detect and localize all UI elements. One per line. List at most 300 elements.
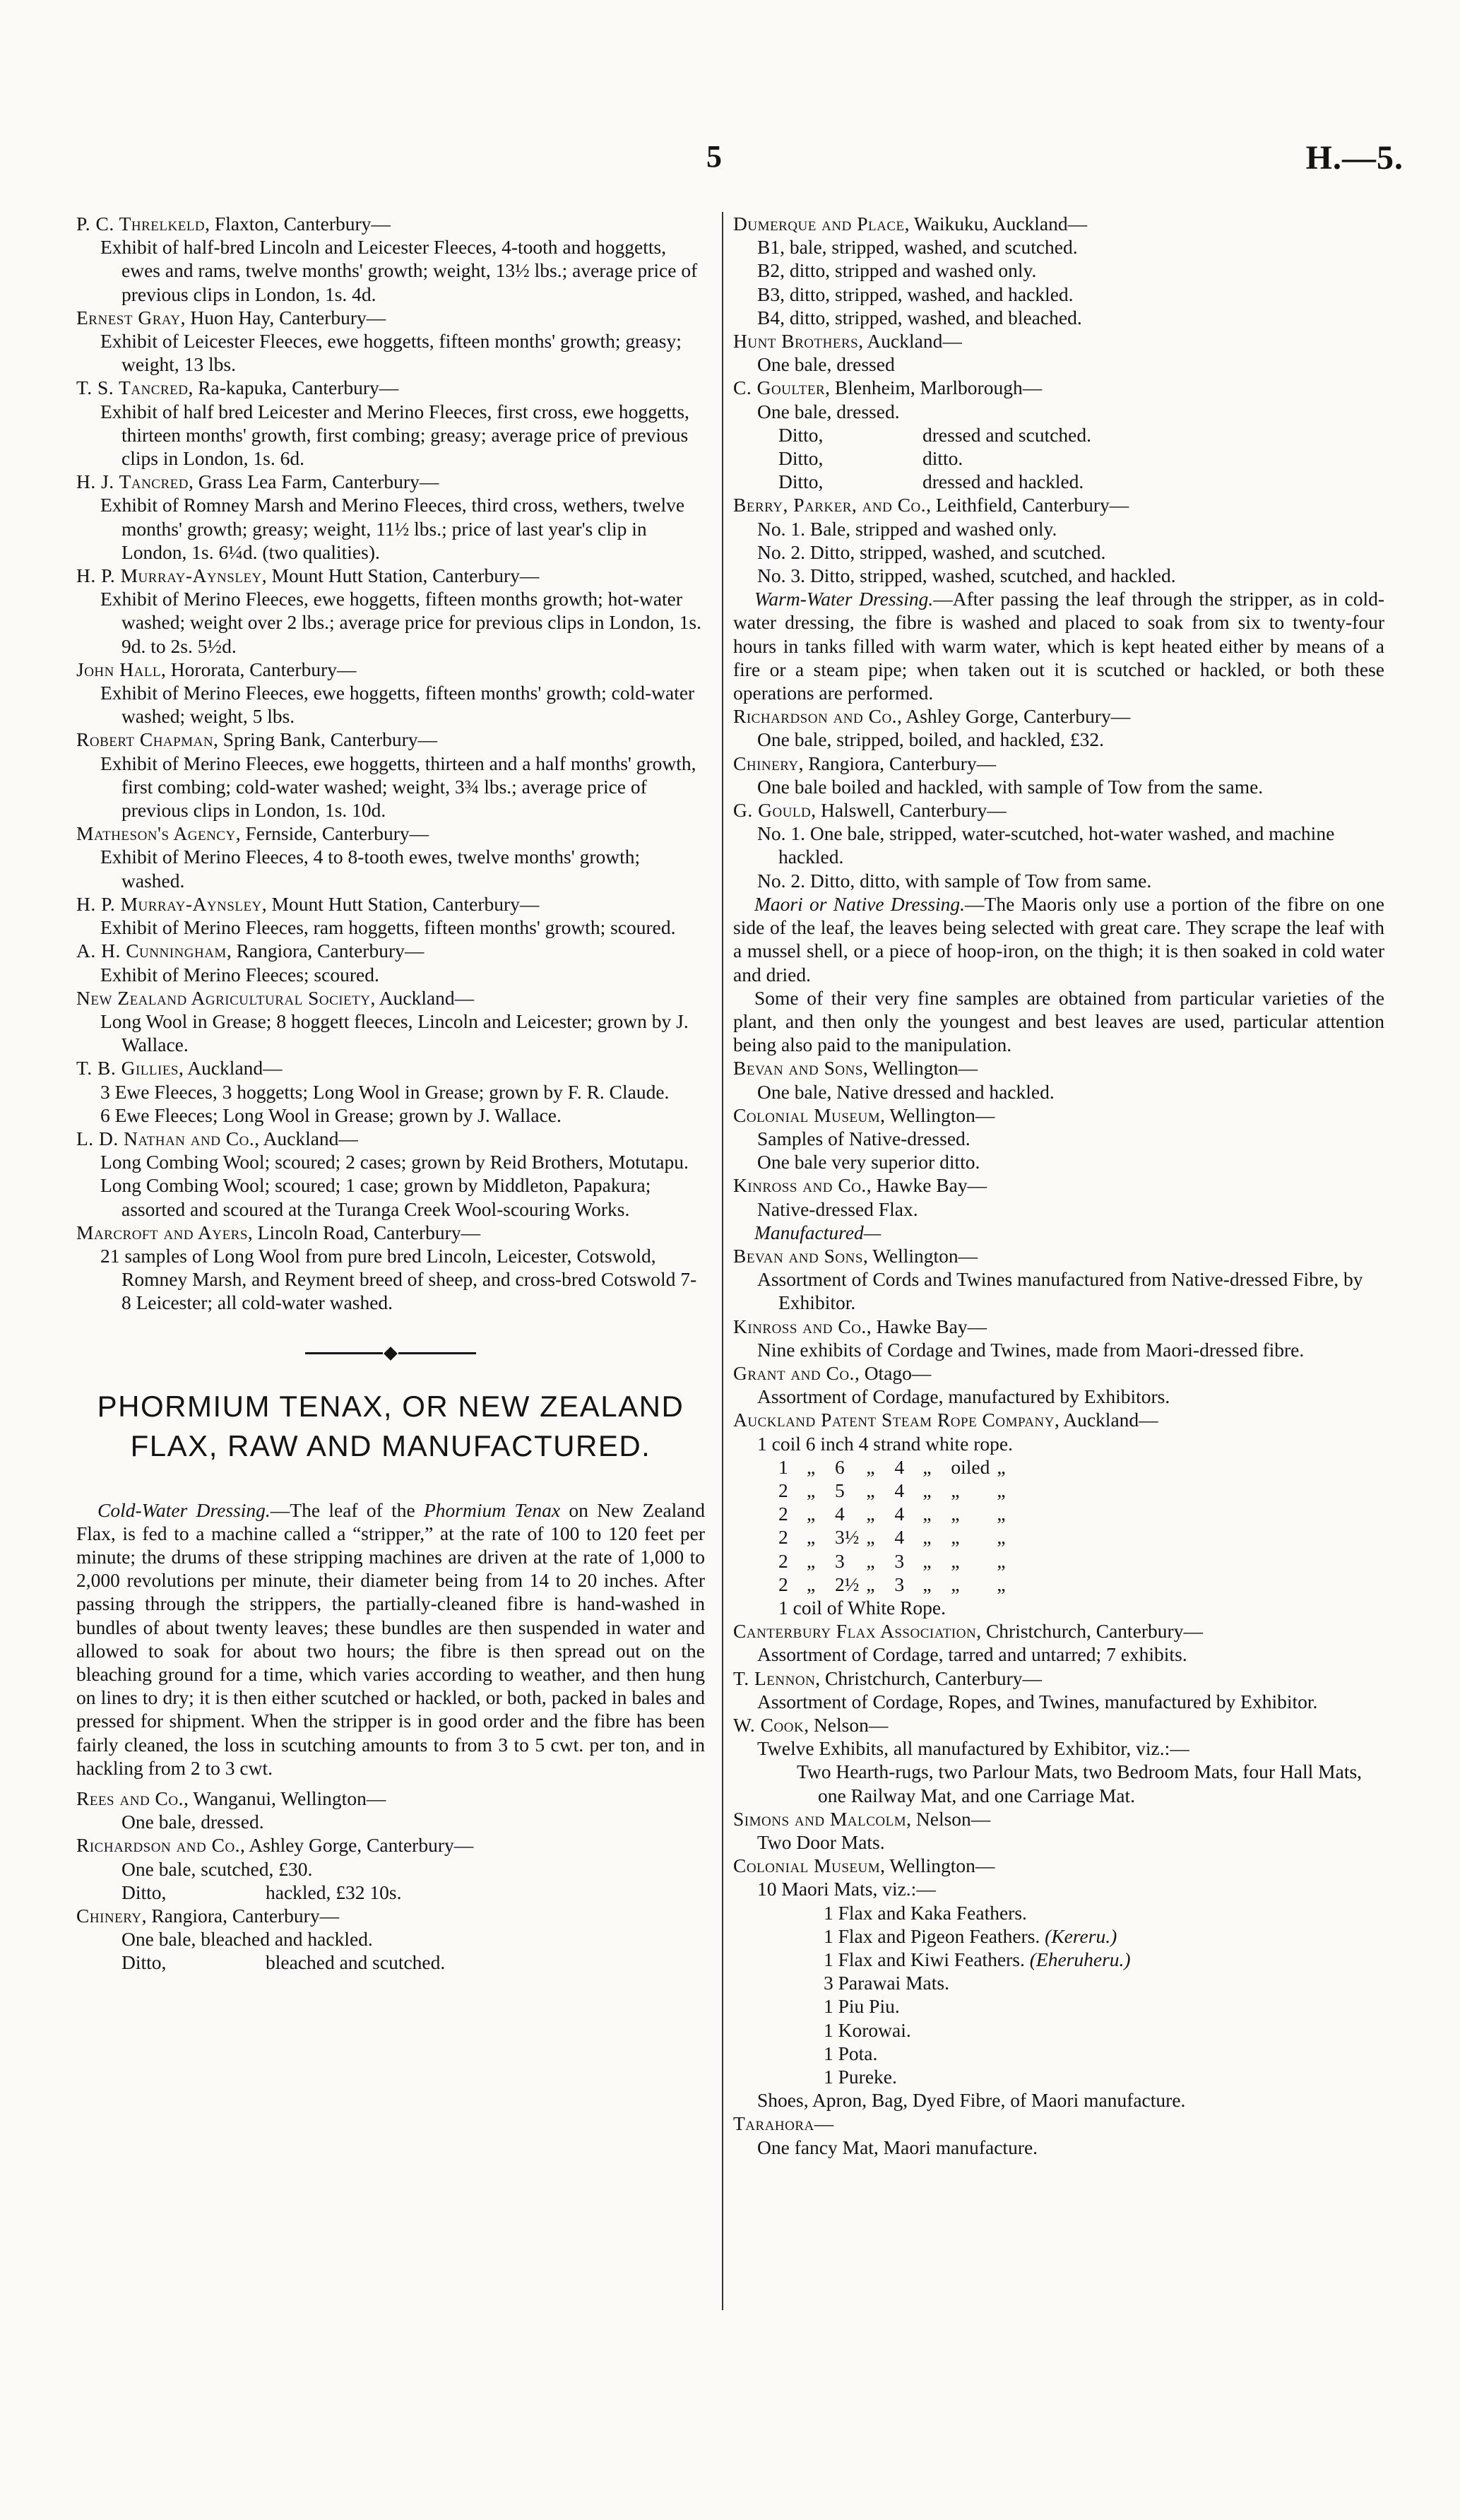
exhibit-entry <box>733 752 1384 798</box>
ornament-rule-right <box>398 1352 476 1354</box>
entry-heading <box>76 1904 705 1927</box>
exhibitor-location: , Wanganui, Wellington— <box>183 1787 386 1809</box>
ditto-row <box>121 1810 274 1833</box>
entry-line: Exhibit of half-bred Lincoln and Leicester Fleeces, 4-tooth and hoggetts, ewes and rams, twelve months' growth; weight, 13½ lbs.; average price of previous clips in London, 1s. 4d. <box>100 236 698 305</box>
entry-line: 10 Maori Mats, viz.:— <box>757 1878 936 1900</box>
entry-line: One bale very superior ditto. <box>757 1151 980 1173</box>
exhibitor-name: H. P. Murray-Aynsley <box>76 564 262 587</box>
ditto-table <box>121 1857 411 1904</box>
exhibitor-location: , Mount Hutt Station, Canterbury— <box>261 564 540 587</box>
mat-text: 1 Korowai. <box>824 2018 911 2041</box>
mat-maori-name: (Kereru.) <box>1045 1924 1117 1947</box>
entry-line: Two Hearth-rugs, two Parlour Mats, two Bedroom Mats, four Hall Mats, one Railway Mat, and one Carriage Mat. <box>797 1761 1363 1806</box>
section-title-line-2: FLAX, RAW AND MANUFACTURED. <box>130 1428 651 1462</box>
entry-heading <box>76 376 705 399</box>
rope-cell: „ <box>866 1455 875 1478</box>
maori-dressing-paragraph <box>733 892 1384 986</box>
entry-line: Exhibit of half bred Leicester and Merino Fleeces, first cross, ewe hoggetts, thirteen months' growth, first combing; greasy; average price of previous clips in London, 1s. 6d. <box>100 400 689 470</box>
ditto-cell: Ditto, <box>121 1951 167 1974</box>
exhibitor-name: H. P. Murray-Aynsley <box>76 892 262 915</box>
entry-hunt <box>733 329 1384 376</box>
exhibit-entry <box>733 1619 1384 1666</box>
exhibitor-name: Richardson and Co. <box>733 705 898 728</box>
rope-row <box>778 1502 1025 1525</box>
warm-water-text: —After passing the leaf through the stripper, as in cold-water dressing, the fibre is washed and placed to soak from six to twenty-four hours in tanks filled with warm water, which is kept heated either by means of a fire or a steam pipe; when taken out it is scutched or hackled, or both these operations are performed. <box>733 588 1384 704</box>
wool-exhibit <box>76 1056 705 1127</box>
rope-cell: „ <box>866 1503 875 1525</box>
entry-line: Exhibit of Merino Fleeces, ewe hoggetts, thirteen and a half months' growth, first combing; cold-water washed; weight, 3¾ lbs.; average price of previous clips in London, 1s. 10d. <box>100 752 696 822</box>
rope-cell: „ <box>997 1479 1006 1501</box>
mat-maori-name: (Eheruheru.) <box>1029 1948 1131 1971</box>
ditto-cell: Ditto, <box>778 471 824 493</box>
rope-cell: „ <box>807 1526 816 1549</box>
exhibitor-location: , Ashley Gorge, Canterbury— <box>240 1834 474 1857</box>
entry-heading <box>76 564 705 587</box>
wool-exhibit <box>76 1127 705 1221</box>
exhibitor-name: Simons and Malcolm <box>733 1807 907 1830</box>
mat-item <box>824 2042 1384 2065</box>
exhibitor-name: Bevan and Sons <box>733 1244 863 1267</box>
rope-cell: „ <box>807 1503 816 1525</box>
rope-cell: „ <box>951 1479 960 1501</box>
entry-heading <box>733 752 1384 775</box>
rope-row <box>778 1549 1025 1573</box>
exhibitor-location: , Lincoln Road, Canterbury— <box>247 1221 481 1243</box>
ditto-cell: Ditto, <box>778 423 824 446</box>
entry-line: B1, bale, stripped, washed, and scutched. <box>757 236 1078 259</box>
entry-line: Native-dressed Flax. <box>757 1197 918 1220</box>
rope-cell: „ <box>997 1455 1006 1478</box>
entry-heading <box>733 1713 1384 1737</box>
ditto-cell: bleached and scutched. <box>266 1951 446 1974</box>
exhibitor-location: , Rangiora, Canterbury— <box>798 752 997 774</box>
wool-exhibit <box>76 376 705 470</box>
exhibitor-name: New Zealand Agricultural Society <box>76 986 371 1009</box>
rope-row <box>778 1525 1025 1549</box>
entry-line: Exhibit of Merino Fleeces, ram hoggetts, fifteen months' growth; scoured. <box>100 916 676 939</box>
wool-exhibit <box>76 470 705 564</box>
cold-water-paragraph <box>76 1498 705 1780</box>
entry-heading <box>76 1127 705 1150</box>
mat-item <box>824 1901 1384 1924</box>
rope-row <box>778 1479 1025 1502</box>
exhibitor-location: , Ra-kapuka, Canterbury— <box>188 377 399 399</box>
entry-heading <box>733 1173 1384 1197</box>
warm-water-exhibits <box>733 704 1384 892</box>
entry-heading <box>733 1244 1384 1267</box>
mat-text: 1 Pureke. <box>824 2066 897 2088</box>
exhibitor-location: , Auckland— <box>858 330 962 353</box>
exhibitor-location: , Auckland— <box>179 1057 283 1079</box>
exhibitor-location: , Christchurch, Canterbury— <box>815 1667 1043 1689</box>
warm-water-paragraph <box>733 587 1384 704</box>
entry-line: 1 coil of White Rope. <box>778 1596 946 1619</box>
ditto-cell: One bale, bleached and hackled. <box>121 1928 373 1951</box>
warm-water-heading: Warm-Water Dressing. <box>754 588 934 610</box>
document-reference: H.—5. <box>1305 139 1403 177</box>
cold-water-text-b: on New Zealand Flax, is fed to a machine called a “stripper,” at the rate of 100 to 120 feet per minute; the drums of these stripping machines are driven at the rate of 1,000 to 2,000 revolutions per minute, their diameter being from 14 to 20 inches. After passing through the strippers, the partially-cleaned fibre is hand-washed in bundles of about twenty leaves; these bundles are then suspended in water and allowed to soak for about two hours; the fibre is then spread out on the bleaching ground for a time, which varies according to weather, and then hung on lines to dry; it is then either scutched or hackled, or both, packed in bales and pressed for shipment. When the stripper is in good order and the fibre has been fairly cleaned, the loss in scutching amounts to from 3 to 5 cwt. per ton, and in hackling from 2 to 3 cwt. <box>76 1498 706 1779</box>
entry-colonial-museum-mats <box>733 1854 1384 2112</box>
rope-cell: „ <box>922 1503 932 1525</box>
section-title <box>76 1387 705 1466</box>
entry-heading <box>76 892 705 916</box>
rope-row <box>778 1573 1025 1596</box>
rope-cell: „ <box>997 1526 1006 1549</box>
rope-cell: „ <box>951 1549 960 1572</box>
rope-cell: „ <box>807 1479 816 1501</box>
mat-text: 3 Parawai Mats. <box>824 1972 949 1994</box>
entry-heading <box>76 1787 705 1810</box>
exhibitor-name: Dumerque and Place <box>733 213 905 235</box>
ornament-diamond <box>384 1347 398 1361</box>
mat-text: 1 Flax and Kiwi Feathers. <box>824 1948 1025 1971</box>
wool-exhibit <box>76 986 705 1057</box>
entry-heading <box>733 1807 1384 1830</box>
entry-line: 1 coil 6 inch 4 strand white rope. <box>757 1432 1013 1455</box>
mat-item <box>824 1994 1384 2018</box>
rope-cell: 6 <box>835 1455 845 1478</box>
manufactured-heading: Manufactured— <box>754 1221 882 1243</box>
entry-heading <box>733 1315 1384 1338</box>
wool-exhibit <box>76 658 705 728</box>
entry-line: One bale, stripped, boiled, and hackled, £32. <box>757 728 1105 751</box>
exhibit-entry <box>733 1104 1384 1174</box>
exhibitor-location: , Nelson— <box>804 1714 889 1736</box>
right-column <box>733 212 1384 2159</box>
exhibit-entry <box>733 1361 1384 1408</box>
entry-heading <box>733 1056 1384 1079</box>
entry-line: Nine exhibits of Cordage and Twines, made from Maori-dressed fibre. <box>757 1338 1305 1361</box>
entry-line: One fancy Mat, Maori manufacture. <box>757 2136 1038 2158</box>
wool-exhibit <box>76 822 705 892</box>
ditto-row <box>121 1857 411 1881</box>
section-title-line-1: PHORMIUM TENAX, OR NEW ZEALAND <box>97 1389 684 1423</box>
rope-cell: 4 <box>894 1479 905 1501</box>
ditto-row <box>121 1881 411 1904</box>
rope-cell: „ <box>866 1526 875 1549</box>
entry-heading <box>733 1619 1384 1643</box>
rope-cell: „ <box>951 1526 960 1549</box>
phormium-species-name: Phormium Tenax <box>424 1498 561 1521</box>
rope-cell: „ <box>922 1573 932 1595</box>
rope-row <box>778 1455 1025 1479</box>
rope-coil-table <box>778 1455 1025 1596</box>
exhibitor-location: , Auckland— <box>1055 1409 1158 1431</box>
entry-heading <box>76 306 705 329</box>
ditto-cell: Ditto, <box>121 1881 167 1903</box>
exhibitor-location: , Ashley Gorge, Canterbury— <box>897 705 1131 728</box>
entry-line: Long Combing Wool; scoured; 1 case; grown by Middleton, Papakura; assorted and scoured at the Turanga Creek Wool-scouring Works. <box>100 1174 651 1220</box>
exhibitor-name: Canterbury Flax Association <box>733 1620 977 1643</box>
exhibit-entry <box>733 1667 1384 1713</box>
rope-cell: „ <box>922 1549 932 1572</box>
entry-auckland-rope <box>733 1408 1384 1619</box>
mat-text: 1 Flax and Pigeon Feathers. <box>824 1924 1040 1947</box>
exhibitor-name: Colonial Museum <box>733 1854 881 1877</box>
exhibitor-name: Bevan and Sons <box>733 1057 863 1079</box>
exhibitor-name: Matheson's Agency <box>76 822 236 845</box>
exhibit-entry <box>733 1056 1384 1103</box>
exhibitor-location: , Hororata, Canterbury— <box>161 658 357 680</box>
rope-cell: „ <box>922 1479 932 1501</box>
entry-line: Samples of Native-dressed. <box>757 1127 971 1149</box>
entry-simons-malcolm <box>733 1807 1384 1854</box>
rope-cell: 2 <box>778 1479 788 1501</box>
entry-heading <box>733 1667 1384 1690</box>
exhibit-entry <box>733 212 1384 329</box>
rope-cell: 3 <box>835 1549 845 1572</box>
entry-line: No. 1. Bale, stripped and washed only. <box>757 517 1057 540</box>
entry-line: One bale, Native dressed and hackled. <box>757 1080 1055 1103</box>
rope-cell: 3 <box>894 1549 905 1572</box>
rope-cell: „ <box>951 1503 960 1525</box>
exhibitor-name: Robert Chapman <box>76 728 214 751</box>
native-dressed-exhibits <box>733 1056 1384 1220</box>
entry-line: Exhibit of Merino Fleeces, ewe hoggetts, fifteen months growth; hot-water washed; weight over 2 lbs.; average price for previous clips in London, 1s. 9d. to 2s. 5½d. <box>100 588 701 657</box>
ditto-cell: dressed and hackled. <box>922 471 1084 493</box>
rope-cell: 4 <box>835 1503 845 1525</box>
entry-goulter <box>733 376 1384 493</box>
rope-cell: 2 <box>778 1503 788 1525</box>
entry-heading <box>733 704 1384 728</box>
flax-exhibit <box>76 1787 705 1833</box>
maori-dressing-heading: Maori or Native Dressing. <box>754 892 966 915</box>
exhibitor-location: , Waikuku, Auckland— <box>904 213 1088 235</box>
exhibitor-location: , Wellington— <box>862 1244 978 1267</box>
rope-cell: 4 <box>894 1503 905 1525</box>
rope-cell: „ <box>866 1549 875 1572</box>
left-column <box>76 212 705 1975</box>
exhibit-entry <box>733 798 1384 892</box>
entry-line: B2, ditto, stripped and washed only. <box>757 259 1037 282</box>
rope-cell: 4 <box>894 1526 905 1549</box>
maori-dressing-text: —The Maoris only use a portion of the fibre on one side of the leaf, the leaves being selected with great care. They scrape the leaf with a mussel shell, or a piece of hoop-iron, on the thigh; it is then soaked in cold water and dried. <box>733 892 1384 986</box>
entry-heading <box>76 1221 705 1244</box>
rope-cell: „ <box>922 1526 932 1549</box>
entry-line: No. 1. One bale, stripped, water-scutched, hot-water washed, and machine hackled. <box>757 822 1335 868</box>
ditto-cell: One bale, dressed. <box>121 1811 264 1833</box>
exhibitor-location: , Leithfield, Canterbury— <box>926 494 1129 516</box>
exhibitor-name: Rees and Co. <box>76 1787 184 1809</box>
exhibitor-name: T. B. Gillies <box>76 1057 179 1079</box>
exhibitor-name: Kinross and Co. <box>733 1315 867 1337</box>
entry-heading <box>733 1408 1384 1431</box>
manufactured-exhibits <box>733 1244 1384 1408</box>
wool-exhibit <box>76 306 705 377</box>
rope-cell: „ <box>866 1479 875 1501</box>
entry-line: Exhibit of Merino Fleeces, ewe hoggetts, fifteen months' growth; cold-water washed; weight, 5 lbs. <box>100 682 695 728</box>
ditto-cell: Ditto, <box>778 447 824 470</box>
exhibitor-location: , Hawke Bay— <box>866 1174 987 1197</box>
goulter-ditto-table <box>778 423 1101 494</box>
rope-cell: 1 <box>778 1455 788 1478</box>
exhibitor-name: T. Lennon <box>733 1667 816 1689</box>
ditto-row <box>778 423 1101 446</box>
rope-cell: oiled <box>951 1455 990 1478</box>
exhibitor-name: L. D. Nathan and Co. <box>76 1127 255 1149</box>
rope-cell: 3½ <box>835 1526 860 1549</box>
entry-heading <box>733 329 1384 353</box>
ditto-table <box>121 1810 274 1833</box>
exhibitor-name: Chinery <box>733 752 799 774</box>
entry-heading <box>76 1833 705 1857</box>
page-number: 5 <box>706 139 722 174</box>
entry-line: 3 Ewe Fleeces, 3 hoggetts; Long Wool in Grease; grown by F. R. Claude. <box>100 1080 670 1103</box>
flax-exhibits-list <box>76 1787 705 1975</box>
wool-exhibit <box>76 564 705 658</box>
mat-item <box>824 2065 1384 2088</box>
entry-line: Long Wool in Grease; 8 hoggett fleeces, Lincoln and Leicester; grown by J. Wallace. <box>100 1010 689 1056</box>
entry-line: One bale, dressed <box>757 353 895 376</box>
ditto-cell: dressed and scutched. <box>922 423 1092 446</box>
exhibitor-location: — <box>814 2112 834 2135</box>
rope-cell: „ <box>951 1573 960 1595</box>
wool-exhibit <box>76 728 705 822</box>
exhibitor-name: Auckland Patent Steam Rope Company <box>733 1409 1055 1431</box>
entry-line: Exhibit of Merino Fleeces; scoured. <box>100 963 379 986</box>
ditto-cell: hackled, £32 10s. <box>266 1881 402 1903</box>
wool-exhibit <box>76 212 705 306</box>
entry-line: Long Combing Wool; scoured; 2 cases; grown by Reid Brothers, Motutapu. <box>100 1151 689 1173</box>
exhibitor-location: , Fernside, Canterbury— <box>235 822 429 845</box>
exhibitor-name: T. S. Tancred <box>76 377 189 399</box>
exhibitor-location: , Wellington— <box>880 1854 995 1877</box>
flax-exhibit <box>76 1904 705 1975</box>
entry-heading <box>76 822 705 845</box>
exhibitor-location: , Christchurch, Canterbury— <box>976 1620 1203 1643</box>
entry-line: B3, ditto, stripped, washed, and hackled. <box>757 283 1074 305</box>
exhibitor-name: Marcroft and Ayers <box>76 1221 248 1243</box>
maori-dressing-paragraph-2: Some of their very fine samples are obtained from particular varieties of the plant, and then only the youngest and best leaves are used, particular attention being also paid to the manipulation. <box>733 986 1384 1056</box>
entry-berry-parker <box>733 493 1384 587</box>
entry-heading <box>76 1056 705 1079</box>
exhibitor-location: , Rangiora, Canterbury— <box>141 1905 340 1927</box>
entry-heading <box>733 1854 1384 1877</box>
exhibitor-name: Grant and Co. <box>733 1361 855 1384</box>
exhibit-entry <box>733 329 1384 376</box>
ditto-cell: One bale, scutched, £30. <box>121 1857 313 1880</box>
entry-heading <box>733 798 1384 822</box>
exhibitor-location: , Otago— <box>854 1361 932 1384</box>
entry-line: No. 2. Ditto, ditto, with sample of Tow from same. <box>757 869 1152 892</box>
wool-exhibits-list <box>76 212 705 1315</box>
wool-exhibit <box>76 892 705 939</box>
entry-heading <box>733 1361 1384 1385</box>
mat-item <box>824 1924 1384 1948</box>
mat-text: 1 Piu Piu. <box>824 1995 900 2018</box>
rope-cell: „ <box>997 1549 1006 1572</box>
exhibitor-location: , Spring Bank, Canterbury— <box>213 728 438 751</box>
wool-exhibit <box>76 939 705 986</box>
entry-heading <box>76 470 705 493</box>
rope-cell: „ <box>807 1573 816 1595</box>
entry-heading <box>733 376 1384 399</box>
exhibit-entry <box>733 2112 1384 2158</box>
cordage-exhibits <box>733 1619 1384 1713</box>
entry-line: One bale boiled and hackled, with sample of Tow from the same. <box>757 775 1264 798</box>
entry-line: Exhibit of Romney Marsh and Merino Fleeces, third cross, wethers, twelve months' growth; greasy; weight, 11½ lbs.; price of last year's clip in London, 1s. 6¼d. (two qualities). <box>100 494 685 563</box>
cold-water-text-a: —The leaf of the <box>270 1498 424 1521</box>
entry-line: Assortment of Cordage, Ropes, and Twines, manufactured by Exhibitor. <box>757 1690 1318 1712</box>
entry-line: No. 2. Ditto, stripped, washed, and scutched. <box>757 540 1106 563</box>
entry-heading <box>76 986 705 1010</box>
rope-cell: „ <box>807 1455 816 1478</box>
exhibitor-location: , Halswell, Canterbury— <box>811 799 1007 822</box>
mat-item <box>824 1971 1384 1994</box>
entry-heading <box>76 658 705 681</box>
rope-cell: 5 <box>835 1479 845 1501</box>
section-ornament <box>76 1349 705 1359</box>
exhibit-entry <box>733 1244 1384 1315</box>
rope-cell: „ <box>997 1573 1006 1595</box>
ornament-rule-left <box>305 1352 383 1354</box>
entry-line: One bale, dressed. <box>757 400 900 422</box>
exhibitor-name: H. J. Tancred <box>76 471 189 493</box>
entry-line: Shoes, Apron, Bag, Dyed Fibre, of Maori manufacture. <box>757 2089 1186 2112</box>
exhibitor-location: , Auckland— <box>370 986 475 1009</box>
exhibit-entry <box>733 493 1384 587</box>
exhibitor-name: G. Gould <box>733 799 812 822</box>
entry-line: 6 Ewe Fleeces; Long Wool in Grease; grown by J. Wallace. <box>100 1104 562 1126</box>
rope-cell: 3 <box>894 1573 905 1595</box>
rope-cell: 4 <box>894 1455 905 1478</box>
exhibitor-location: , Wellington— <box>862 1057 978 1079</box>
cold-water-heading: Cold-Water Dressing. <box>97 1498 271 1521</box>
entry-tarahora <box>733 2112 1384 2158</box>
entry-dumerque <box>733 212 1384 329</box>
exhibitor-location: , Huon Hay, Canterbury— <box>180 306 386 329</box>
entry-heading <box>76 212 705 235</box>
exhibitor-location: , Rangiora, Canterbury— <box>226 940 425 962</box>
entry-line: Assortment of Cords and Twines manufactured from Native-dressed Fibre, by Exhibitor. <box>757 1268 1363 1314</box>
exhibitor-name: W. Cook <box>733 1714 805 1736</box>
entry-line: No. 3. Ditto, stripped, washed, scutched, and hackled. <box>757 564 1176 587</box>
rope-cell: 2 <box>778 1526 788 1549</box>
exhibitor-name: Berry, Parker, and Co. <box>733 494 927 516</box>
rope-cell: „ <box>866 1573 875 1595</box>
exhibitor-location: , Nelson— <box>906 1807 991 1830</box>
mat-text: 1 Pota. <box>824 2042 878 2064</box>
entry-line: 21 samples of Long Wool from pure bred Lincoln, Leicester, Cotswold, Romney Marsh, and Reyment breed of sheep, and cross-bred Cotswold 7-8 Leicester; all cold-water washed. <box>100 1244 697 1314</box>
exhibitor-name: A. H. Cunningham <box>76 940 227 962</box>
column-divider <box>722 212 723 2310</box>
ditto-table <box>121 1927 455 1974</box>
exhibitor-name: Colonial Museum <box>733 1104 881 1126</box>
entry-heading <box>76 939 705 962</box>
entry-line: B4, ditto, stripped, washed, and bleached. <box>757 306 1082 329</box>
maori-mats-list <box>733 1901 1384 2089</box>
exhibitor-location: , Blenheim, Marlborough— <box>825 377 1043 399</box>
rope-cell: 2 <box>778 1549 788 1572</box>
entry-heading <box>733 1104 1384 1127</box>
exhibitor-location: , Hawke Bay— <box>866 1315 987 1337</box>
entry-heading <box>733 212 1384 235</box>
entry-line: Assortment of Cordage, manufactured by Exhibitors. <box>757 1385 1170 1408</box>
exhibit-entry <box>733 1807 1384 1854</box>
ditto-cell: ditto. <box>922 447 963 470</box>
ditto-row <box>778 470 1101 493</box>
exhibitor-location: , Mount Hutt Station, Canterbury— <box>261 892 540 915</box>
rope-cell: „ <box>922 1455 932 1478</box>
entry-cook <box>733 1713 1384 1807</box>
flax-exhibit <box>76 1833 705 1904</box>
wool-exhibit <box>76 1221 705 1315</box>
exhibitor-name: Tarahora <box>733 2112 814 2135</box>
exhibitor-location: , Flaxton, Canterbury— <box>205 213 391 235</box>
mat-item <box>824 1948 1384 1971</box>
rope-cell: „ <box>807 1549 816 1572</box>
ditto-row <box>778 446 1101 470</box>
